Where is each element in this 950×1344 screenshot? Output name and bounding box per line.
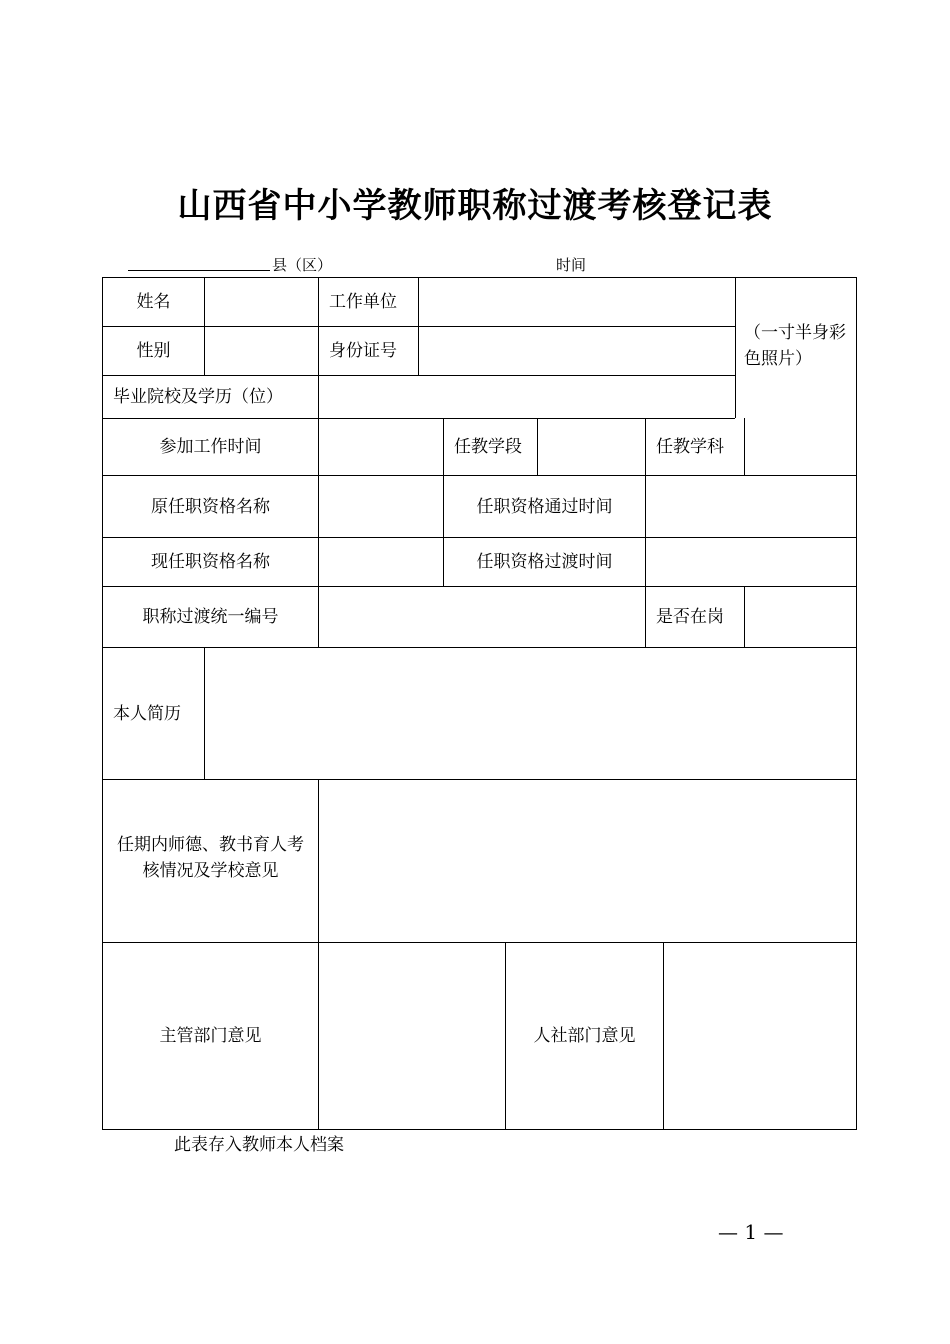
gender-label: 性别: [136, 341, 171, 361]
ethics-label-cell: [103, 780, 318, 942]
work-unit-field[interactable]: [419, 278, 735, 326]
archive-note: 此表存入教师本人档案: [174, 1135, 344, 1155]
id-number-label: 身份证号: [329, 341, 397, 361]
page-number: — 1 —: [718, 1220, 784, 1244]
photo-label: （一寸半身彩色照片）: [744, 323, 846, 369]
ethics-label: 任期内师德、教书育人考核情况及学校意见: [117, 835, 304, 881]
teaching-stage-label: 任教学段: [454, 437, 522, 457]
teaching-subject-label: 任教学科: [656, 437, 724, 457]
transition-number-field[interactable]: [319, 587, 645, 647]
original-title-label: 原任职资格名称: [151, 496, 270, 517]
teaching-stage-field[interactable]: [538, 419, 645, 475]
competent-dept-label: 主管部门意见: [159, 1026, 262, 1046]
hr-dept-label: 人社部门意见: [533, 1026, 636, 1046]
on-duty-field[interactable]: [745, 587, 856, 647]
start-work-time-label: 参加工作时间: [159, 437, 262, 457]
table-border-right: [856, 277, 857, 1130]
transition-number-label: 职称过渡统一编号: [142, 607, 279, 627]
resume-label: 本人简历: [113, 703, 181, 724]
qualification-transition-time-label: 任职资格过渡时间: [476, 552, 613, 572]
qualification-transition-time-field[interactable]: [646, 538, 856, 586]
name-label: 姓名: [136, 292, 171, 312]
page-title: 山西省中小学教师职称过渡考核登记表: [177, 186, 773, 226]
on-duty-label: 是否在岗: [656, 607, 724, 627]
current-title-label: 现任职资格名称: [151, 552, 270, 572]
competent-dept-field[interactable]: [319, 943, 505, 1129]
qualification-pass-time-label: 任职资格通过时间: [476, 496, 613, 517]
qualification-pass-time-field[interactable]: [646, 476, 856, 537]
original-title-field[interactable]: [319, 476, 443, 537]
work-unit-label: 工作单位: [329, 292, 397, 312]
ethics-field[interactable]: [319, 780, 856, 942]
id-number-field[interactable]: [419, 327, 735, 375]
gender-field[interactable]: [205, 327, 318, 375]
teaching-subject-field[interactable]: [745, 419, 856, 475]
current-title-field[interactable]: [319, 538, 443, 586]
time-label: 时间: [556, 256, 587, 274]
school-degree-label: 毕业院校及学历（位）: [113, 387, 283, 407]
hr-dept-field[interactable]: [664, 943, 856, 1129]
school-degree-field[interactable]: [319, 376, 735, 418]
name-field[interactable]: [205, 278, 318, 326]
county-label: 县（区）: [272, 256, 333, 274]
county-blank-line[interactable]: [128, 270, 270, 271]
start-work-time-field[interactable]: [319, 419, 443, 475]
resume-field[interactable]: [205, 648, 856, 779]
photo-placeholder[interactable]: [736, 278, 856, 418]
